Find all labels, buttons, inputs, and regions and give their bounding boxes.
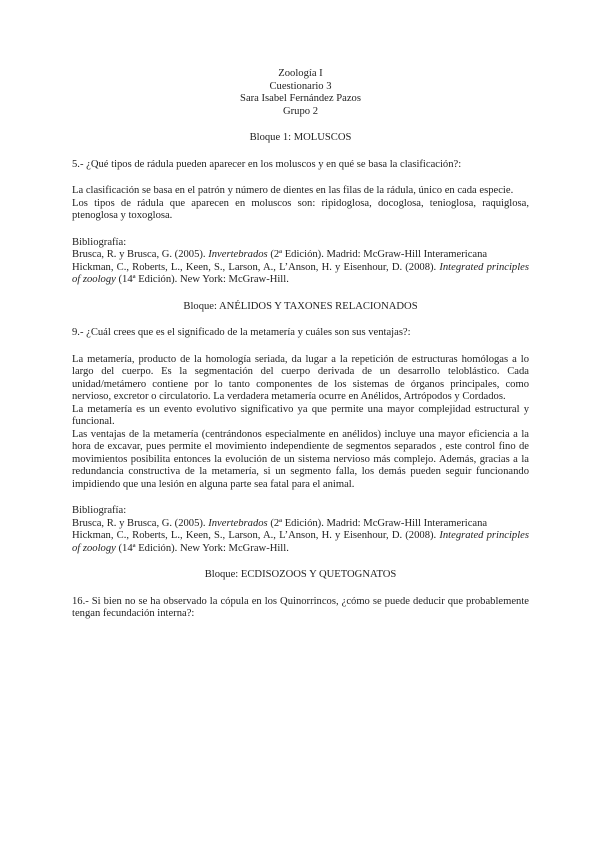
answer-paragraph: Los tipos de rádula que aparecen en moluscos son: ripidoglosa, docoglosa, tenioglosa, raquiglosa, ptenoglosa y toxoglosa. [72,197,529,221]
assignment-title: Cuestionario 3 [269,80,332,92]
answer-paragraph: La clasificación se basa en el patrón y número de dientes en las filas de la rádula, único en cada especie. [72,185,514,196]
document-header [72,68,529,118]
bibliography-entry: Hickman, C., Roberts, L., Keen, S., Larson, A., L’Anson, H. y Eisenhour, D. (2008). Integrated principles of zoology (14ª Edición). New York: McGraw-Hill. [72,261,529,285]
question: 9.- ¿Cuál crees que es el significado de la metamería y cuáles son sus ventajas?: [72,327,411,338]
answer-paragraph: La metamería, producto de la homología seriada, da lugar a la repetición de estructuras homólogas a lo largo del cuerpo. Es la segmentación del cuerpo derivada de un desarrollo teloblástico. Cada unidad/metámero contiene por lo tanto componentes de los sistemas de órganos principales, como nervioso, excretor o circulatorio. La verdadera metamería ocurre en Anélidos, Artrópodos y Cordados. [72,353,529,402]
book-title: Integrated principles of zoology [72,261,529,285]
bibliography-entry: Hickman, C., Roberts, L., Keen, S., Larson, A., L’Anson, H. y Eisenhour, D. (2008). Integrated principles of zoology (14ª Edición). New York: McGraw-Hill. [72,530,529,554]
block-title: Bloque 1: MOLUSCOS [249,132,352,143]
question: 5.- ¿Qué tipos de rádula pueden aparecer en los moluscos y en qué se basa la clasificación?: [72,158,462,170]
book-title: Integrated principles of zoology [72,530,529,554]
answer-paragraph: La metamería es un evento evolutivo significativo ya que permite una mayor complejidad estructural y funcional. [72,403,529,427]
bibliography-label: Bibliografía: [72,505,127,516]
book-title: Invertebrados [208,517,268,529]
course-title: Zoología I [278,68,323,79]
bibliography-entry: Brusca, R. y Brusca, G. (2005). Invertebrados (2ª Edición). Madrid: McGraw-Hill Interamericana [72,249,488,260]
answer-paragraph: Las ventajas de la metamería (centrándonos especialmente en anélidos) incluye una mayor eficiencia a la hora de excavar, pues permite el movimiento independiente de segmentos separados , este control fino de movimientos posibilita entonces la evolución de un sistema nervioso más complejo. Además, gracias a la redundancia constructiva de la metamería, si un segmento falla, los demás pueden seguir funcionando impidiendo que una lesión en alguna parte sea fatal para el animal. [72,428,529,490]
document-page [72,68,529,621]
block-title: Bloque: ANÉLIDOS Y TAXONES RELACIONADOS [183,300,418,312]
block-title: Bloque: ECDISOZOOS Y QUETOGNATOS [204,569,397,580]
group-name: Grupo 2 [282,105,318,117]
book-title: Invertebrados [208,249,268,260]
bibliography-entry: Brusca, R. y Brusca, G. (2005). Invertebrados (2ª Edición). Madrid: McGraw-Hill Interamericana [72,517,488,529]
bibliography-label: Bibliografía: [72,236,127,248]
question: 16.- Si bien no se ha observado la cópula en los Quinorrincos, ¿cómo se puede deducir que probablemente tengan fecundación interna?: [72,595,529,619]
author-name: Sara Isabel Fernández Pazos [240,93,361,104]
